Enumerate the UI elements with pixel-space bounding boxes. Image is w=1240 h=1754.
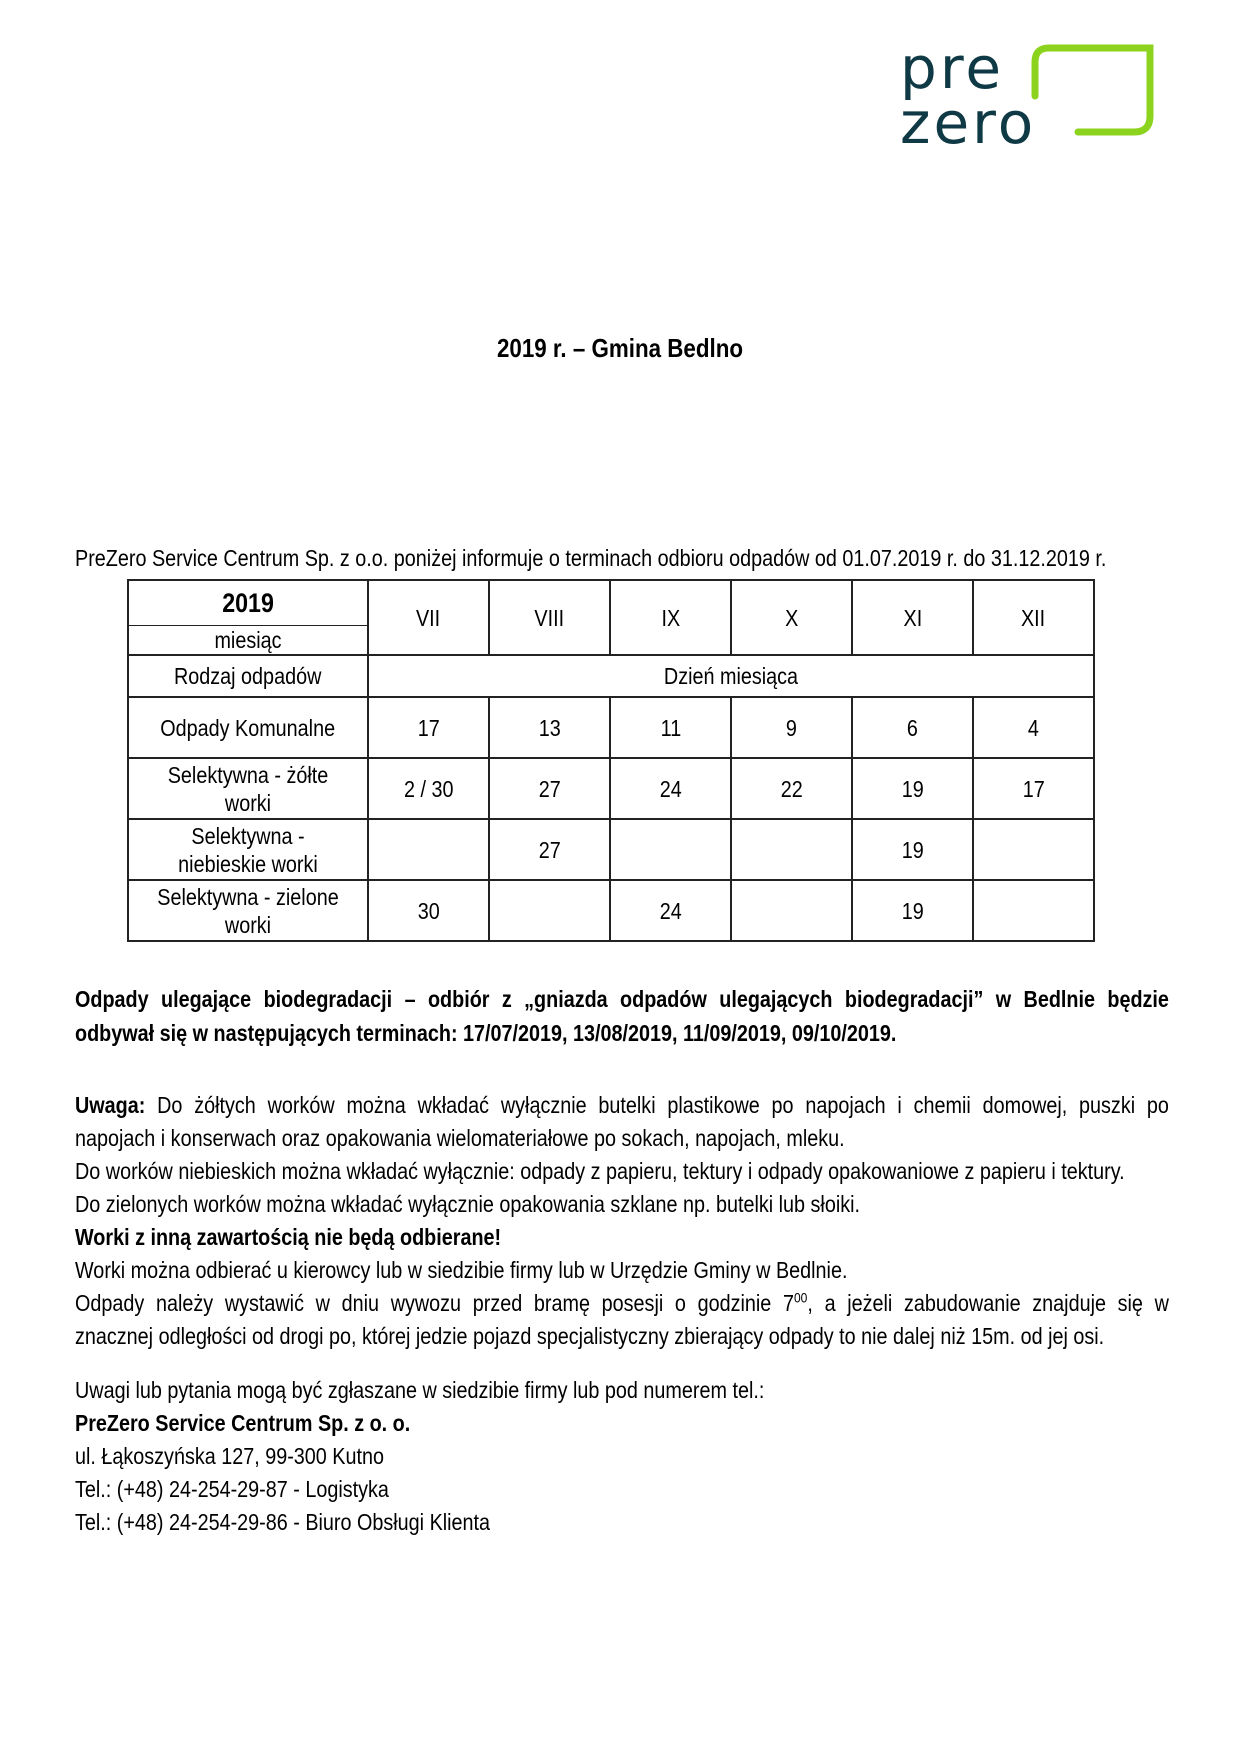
table-row: [128, 758, 1094, 819]
day-cell: 13: [489, 697, 610, 758]
table-row: [128, 880, 1094, 941]
svg-text:zero: zero: [900, 89, 1037, 150]
collection-schedule-table: [127, 579, 1095, 942]
row-label: Selektywna - zielone worki: [128, 880, 368, 941]
month-header: X: [731, 580, 852, 655]
green-bag-rule: Do zielonych worków można wkładać wyłącznie opakowania szklane np. butelki lub słoiki.: [75, 1191, 860, 1217]
prezero-logo: [900, 40, 1160, 150]
logo-accent-frame-icon: [1035, 48, 1150, 132]
month-header: IX: [610, 580, 731, 655]
yellow-bag-rule: Uwaga: Do żółtych worków można wkładać wyłącznie butelki plastikowe po napojach i chemii domowej, puszki po: [75, 1092, 1169, 1118]
biodegradable-notice: Odpady ulegające biodegradacji – odbiór z „gniazda odpadów ulegających biodegradacji” w Bedlnie będzie odbywał się w następujących terminach: 17/07/2019, 13/08/2019, 11/09/2019, 09/10/2019.: [75, 986, 1169, 1046]
day-cell: 11: [610, 697, 731, 758]
page-title: 2019 r. – Gmina Bedlno: [496, 333, 744, 363]
day-cell: [973, 880, 1094, 941]
header-row-months: [128, 580, 1094, 626]
contact-block: [75, 1374, 1169, 1539]
warning-text: Worki z inną zawartością nie będą odbierane!: [75, 1224, 502, 1250]
day-cell: 19: [852, 758, 973, 819]
day-cell: 22: [731, 758, 852, 819]
header-row-types: [128, 655, 1094, 697]
day-cell: [610, 819, 731, 880]
row-label: Selektywna - niebieskie worki: [128, 819, 368, 880]
day-cell: 4: [973, 697, 1094, 758]
day-cell: [368, 819, 489, 880]
day-cell: 17: [368, 697, 489, 758]
day-cell: 9: [731, 697, 852, 758]
day-cell: 24: [610, 758, 731, 819]
day-cell: [731, 819, 852, 880]
phone-customer-service: Tel.: (+48) 24-254-29-86 - Biuro Obsługi Klienta: [75, 1509, 491, 1535]
month-header: VIII: [489, 580, 610, 655]
day-cell: 30: [368, 880, 489, 941]
day-cell: 19: [852, 819, 973, 880]
blue-bag-rule: Do worków niebieskich można wkładać wyłącznie: odpady z papieru, tektury i odpady opakowaniowe z papieru i tektury.: [75, 1158, 1125, 1184]
company-name: PreZero Service Centrum Sp. z o. o.: [75, 1410, 411, 1436]
svg-text:pre: pre: [900, 40, 1005, 102]
day-cell: 27: [489, 758, 610, 819]
day-cell: 19: [852, 880, 973, 941]
day-cell: 17: [973, 758, 1094, 819]
year-cell: 2019: [128, 580, 368, 626]
row-label: Selektywna - żółte worki: [128, 758, 368, 819]
day-cell: [973, 819, 1094, 880]
month-header: XII: [973, 580, 1094, 655]
day-cell: 6: [852, 697, 973, 758]
phone-logistics: Tel.: (+48) 24-254-29-87 - Logistyka: [75, 1476, 389, 1502]
table-row: [128, 697, 1094, 758]
day-header: Dzień miesiąca: [368, 655, 1094, 697]
day-cell: 27: [489, 819, 610, 880]
day-cell: [731, 880, 852, 941]
company-address: ul. Łąkoszyńska 127, 99-300 Kutno: [75, 1443, 384, 1469]
month-header: VII: [368, 580, 489, 655]
type-header: Rodzaj odpadów: [128, 655, 368, 697]
day-cell: 2 / 30: [368, 758, 489, 819]
intro-text: PreZero Service Centrum Sp. z o.o. poniżej informuje o terminach odbioru odpadów od 01.07.2019 r. do 31.12.2019 r.: [75, 545, 1107, 571]
day-cell: [489, 880, 610, 941]
pickup-info: Worki można odbierać u kierowcy lub w siedzibie firmy lub w Urzędzie Gminy w Bedlnie.: [75, 1257, 848, 1283]
bag-rules: Uwaga: Do żółtych worków można wkładać wyłącznie butelki plastikowe po napojach i chemii domowej, puszki po napojach i konserwach oraz opakowania wielomateriałowe po sokach, napojach, mleku. Do worków niebieskich można wkładać wyłącznie: odpady z papieru, tektury i odpady opakowaniowe z papieru i tektury. Do zielonych worków można wkładać wyłącznie opakowania szklane np. butelki lub słoiki. Worki z inną zawartością nie będą odbierane! Worki można odbierać u kierowcy lub w siedzibie firmy lub w Urzędzie Gminy w Bedlnie. Odpady należy wystawić w dniu wywozu przed bramę posesji o godzinie $7^{00}$, a jeżeli zabudowanie znajduje się w znacznej odległości od drogi po, której jedzie pojazd specjalistyczny zbierający odpady to nie dalej niż 15m. od jej osi.: [75, 1089, 1169, 1353]
table-row: [128, 819, 1094, 880]
day-cell: 24: [610, 880, 731, 941]
row-label: Odpady Komunalne: [128, 697, 368, 758]
contact-intro: Uwagi lub pytania mogą być zgłaszane w siedzibie firmy lub pod numerem tel.:: [75, 1377, 765, 1403]
month-header: XI: [852, 580, 973, 655]
month-label-cell: miesiąc: [128, 626, 368, 656]
placement-info: Odpady należy wystawić w dniu wywozu przed bramę posesji o godzinie $7^{00}$, a jeżeli zabudowanie znajduje się w: [75, 1289, 1169, 1316]
